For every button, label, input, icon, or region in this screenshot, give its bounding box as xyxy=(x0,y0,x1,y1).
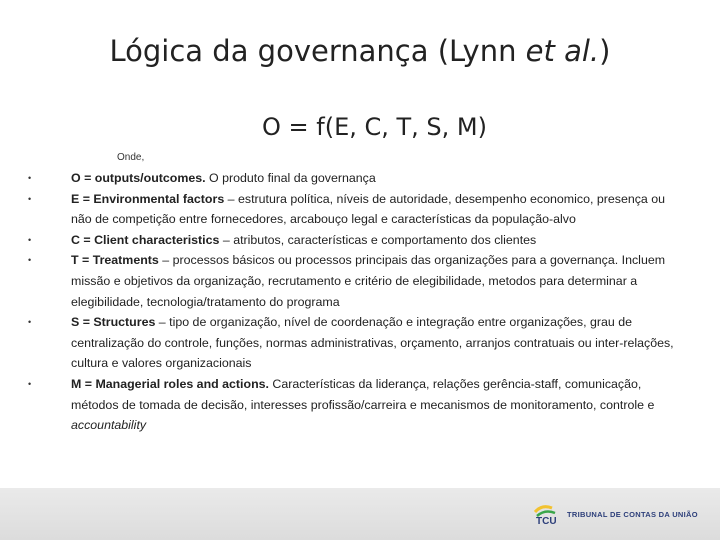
bullet-icon: • xyxy=(28,173,32,183)
bullet-icon: • xyxy=(28,378,32,389)
item-term: S = Structures xyxy=(71,315,156,330)
item-text: – atributos, características e comportamento dos clientes xyxy=(219,232,537,247)
tcu-logo-icon xyxy=(533,503,563,525)
item-text: – processos básicos ou processos principais das organizações para a governança. Incluem missão e objetivos da organização, recrutamento e critério de elegibilidade, metodos para determinar a elegibilidade, tecnologia/tratamento do programa xyxy=(71,253,666,309)
logo-label: TRIBUNAL DE CONTAS DA UNIÃO xyxy=(567,509,698,519)
item-text: Características da liderança, relações gerência-staff, comunicação, métodos de tomada de decisão, interesses profissão/carreira e mecanismos de monitoramento, controle e xyxy=(71,376,655,412)
slide-title xyxy=(0,34,720,68)
list-item xyxy=(28,250,688,312)
item-italic-tail: accountability xyxy=(71,418,147,433)
list-item xyxy=(28,168,688,189)
bullet-icon: • xyxy=(28,255,32,266)
item-term: E = Environmental factors xyxy=(71,191,225,206)
item-term: T = Treatments xyxy=(71,253,159,268)
list-item xyxy=(28,230,688,251)
formula: O = f(E, C, T, S, M) xyxy=(262,113,487,141)
list-item xyxy=(28,312,688,374)
item-text: O produto final da governança xyxy=(205,171,376,185)
bullet-icon: • xyxy=(28,193,32,204)
title-italic: et al. xyxy=(525,34,600,68)
item-term: M = Managerial roles and actions. xyxy=(71,376,269,391)
item-text: – estrutura política, níveis de autoridade, desempenho economico, presença ou não de competição entre fornecedores, arcabouço legal e características da população-alvo xyxy=(71,191,666,227)
title-end: ) xyxy=(599,34,611,68)
logo-mark-text: TCU xyxy=(536,516,557,525)
item-term: C = Client characteristics xyxy=(71,232,220,247)
onde-label: Onde, xyxy=(117,152,145,163)
item-term: O = outputs/outcomes. xyxy=(71,171,206,185)
bullet-list xyxy=(28,168,688,436)
list-item xyxy=(28,374,688,436)
list-item xyxy=(28,189,688,230)
bullet-icon: • xyxy=(28,234,32,245)
title-text: Lógica da governança (Lynn xyxy=(109,34,526,68)
tcu-logo xyxy=(533,503,698,525)
bullet-icon: • xyxy=(28,317,32,328)
item-text: – tipo de organização, nível de coordenação e integração entre organizações, grau de centralização do controle, funções, normas administrativas, orçamento, arranjos contratuais ou inter-relações, cultura e valores organizacionais xyxy=(71,315,674,371)
